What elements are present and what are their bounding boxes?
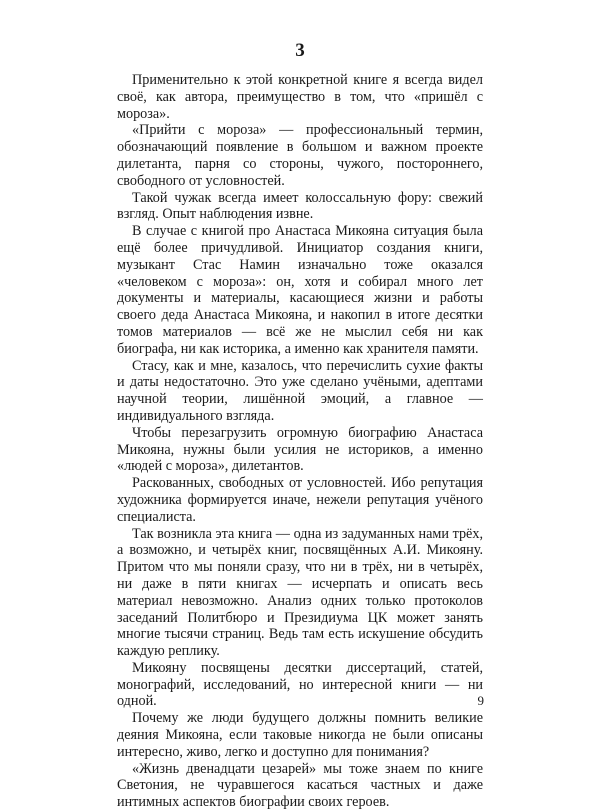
- chapter-number: 3: [295, 40, 305, 61]
- paragraph: В случае с книгой про Анастаса Микояна ситуация была ещё более причудливой. Инициатор создания книги, музыкант Стас Намин изначально тоже оказался «человеком с мороза»: он, хотя и собирал много лет документы и материалы, касающиеся жизни и работы своего деда Анастаса Микояна, и накопил в итоге десятки томов материалов — всё же не мыслил себя ни как биографа, ни как историка, а именно как хранителя памяти.: [117, 223, 483, 357]
- paragraph: Чтобы перезагрузить огромную биографию Анастаса Микояна, нужны были усилия не историков, а именно «людей с мороза», дилетантов.: [117, 424, 483, 475]
- page-number: 9: [477, 693, 484, 708]
- paragraph: Микояну посвящены десятки диссертаций, статей, монографий, исследований, но интересной книги — ни одной.: [117, 659, 483, 710]
- body-text: [117, 72, 483, 811]
- paragraph: Так возникла эта книга — одна из задуманных нами трёх, а возможно, и четырёх книг, посвящённых А.И. Микояну. Притом что мы поняли сразу, что ни в трёх, ни в четырёх, ни даже в пяти книгах — исчерпать и описать весь материал невозможно. Анализ одних только протоколов заседаний Политбюро и Президиума ЦК может занять многие тысячи страниц. Ведь там есть искушение обсудить каждую реплику.: [117, 525, 483, 660]
- paragraph: Раскованных, свободных от условностей. Ибо репутация художника формируется иначе, нежели репутация учёного специалиста.: [117, 475, 483, 525]
- paragraph: Применительно к этой конкретной книге я всегда видел своё, как автора, преимущество в том, что «пришёл с мороза».: [117, 72, 483, 122]
- paragraph: Почему же люди будущего должны помнить великие деяния Микояна, если таковые никогда не были описаны интересно, живо, легко и доступно для понимания?: [117, 710, 483, 760]
- paragraph: «Прийти с мороза» — профессиональный термин, обозначающий появление в большом и важном проекте дилетанта, парня со стороны, чужого, постороннего, свободного от условностей.: [117, 122, 483, 189]
- paragraph: Стасу, как и мне, казалось, что перечислить сухие факты и даты недостаточно. Это уже сделано учёными, адептами научной теории, лишённой эмоций, а главное — индивидуального взгляда.: [117, 357, 483, 424]
- paragraph: «Жизнь двенадцати цезарей» мы тоже знаем по книге Светония, не чуравшегося касаться частных и даже интимных аспектов биографии своих героев.: [117, 760, 483, 811]
- paragraph: Такой чужак всегда имеет колоссальную фору: свежий взгляд. Опыт наблюдения извне.: [117, 189, 483, 223]
